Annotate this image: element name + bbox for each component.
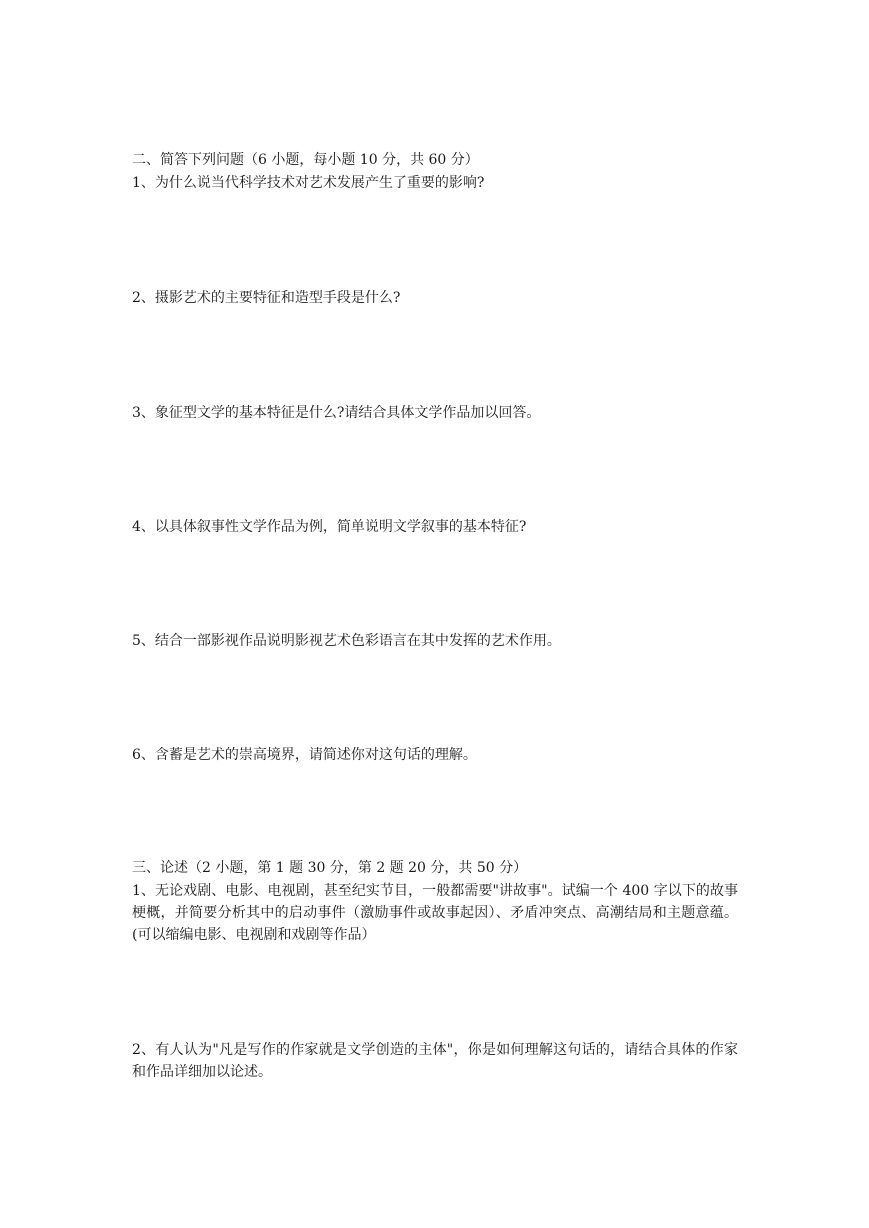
question-2-4: 4、以具体叙事性文学作品为例，简单说明文学叙事的基本特征? (132, 519, 527, 535)
question-2-1: 1、为什么说当代科学技术对艺术发展产生了重要的影响? (132, 175, 485, 191)
section-2-heading: 二、简答下列问题（6 小题，每小题 10 分，共 60 分） (132, 152, 479, 168)
question-2-5: 5、结合一部影视作品说明影视艺术色彩语言在其中发挥的艺术作用。 (132, 633, 561, 649)
question-3-1: 1、无论戏剧、电影、电视剧，甚至纪实节目，一般都需要"讲故事"。试编一个 400 字以下的故事梗概，并简要分析其中的启动事件（激励事件或故事起因）、矛盾冲突点、高潮结局和主题意蕴。(可以缩编电影、电视剧和戏剧等作品） (132, 883, 738, 943)
question-2-2: 2、摄影艺术的主要特征和造型手段是什么? (132, 290, 401, 306)
question-3-2: 2、有人认为"凡是写作的作家就是文学创造的主体"，你是如何理解这句话的，请结合具体的作家和作品详细加以论述。 (132, 1042, 738, 1080)
question-2-6: 6、含蓄是艺术的崇高境界，请简述你对这句话的理解。 (132, 747, 477, 763)
section-3-heading: 三、论述（2 小题，第 1 题 30 分，第 2 题 20 分，共 50 分） (132, 860, 528, 876)
question-2-3: 3、象征型文学的基本特征是什么?请结合具体文学作品加以回答。 (132, 405, 541, 421)
